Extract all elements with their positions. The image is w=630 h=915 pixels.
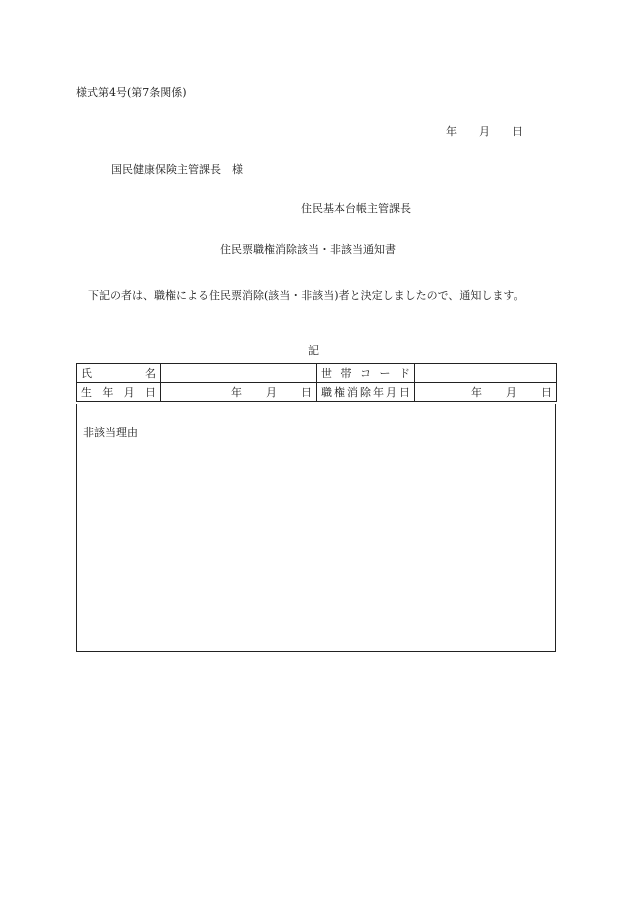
- form-number: 様式第4号(第7条関係): [76, 86, 187, 99]
- deletion-day-unit: 日: [541, 386, 552, 399]
- date-year-unit: 年: [446, 125, 457, 138]
- sender: 住民基本台帳主管課長: [301, 202, 411, 215]
- birth-month-unit: 月: [266, 386, 277, 399]
- body-text: 下記の者は、職権による住民票消除(該当・非該当)者と決定しましたので、通知します。: [88, 289, 525, 302]
- birth-day-unit: 日: [301, 386, 312, 399]
- reason-label: 非該当理由: [83, 426, 138, 439]
- table-row: [77, 364, 557, 383]
- table-row: [77, 383, 557, 402]
- deletion-year-unit: 年: [471, 386, 482, 399]
- addressee: 国民健康保険主管課長 様: [111, 163, 243, 176]
- date-day-unit: 日: [512, 125, 523, 138]
- name-value-cell[interactable]: [161, 364, 317, 383]
- info-table: [76, 363, 557, 402]
- reason-box[interactable]: [76, 404, 556, 652]
- household-code-value-cell[interactable]: [415, 364, 557, 383]
- deletion-month-unit: 月: [506, 386, 517, 399]
- birth-date-label: 生 年 月 日: [77, 383, 161, 402]
- ki-heading: 記: [308, 344, 319, 357]
- deletion-date-value-cell[interactable]: [415, 383, 557, 402]
- date-month-unit: 月: [479, 125, 490, 138]
- issue-date-line: [446, 123, 523, 139]
- document-title: 住民票職権消除該当・非該当通知書: [220, 243, 396, 256]
- name-label: 氏 名: [77, 364, 161, 383]
- birth-date-value-cell[interactable]: [161, 383, 317, 402]
- birth-year-unit: 年: [231, 386, 242, 399]
- household-code-label: 世 帯 コ ー ド: [317, 364, 415, 383]
- deletion-date-label: 職権消除年月日: [317, 383, 415, 402]
